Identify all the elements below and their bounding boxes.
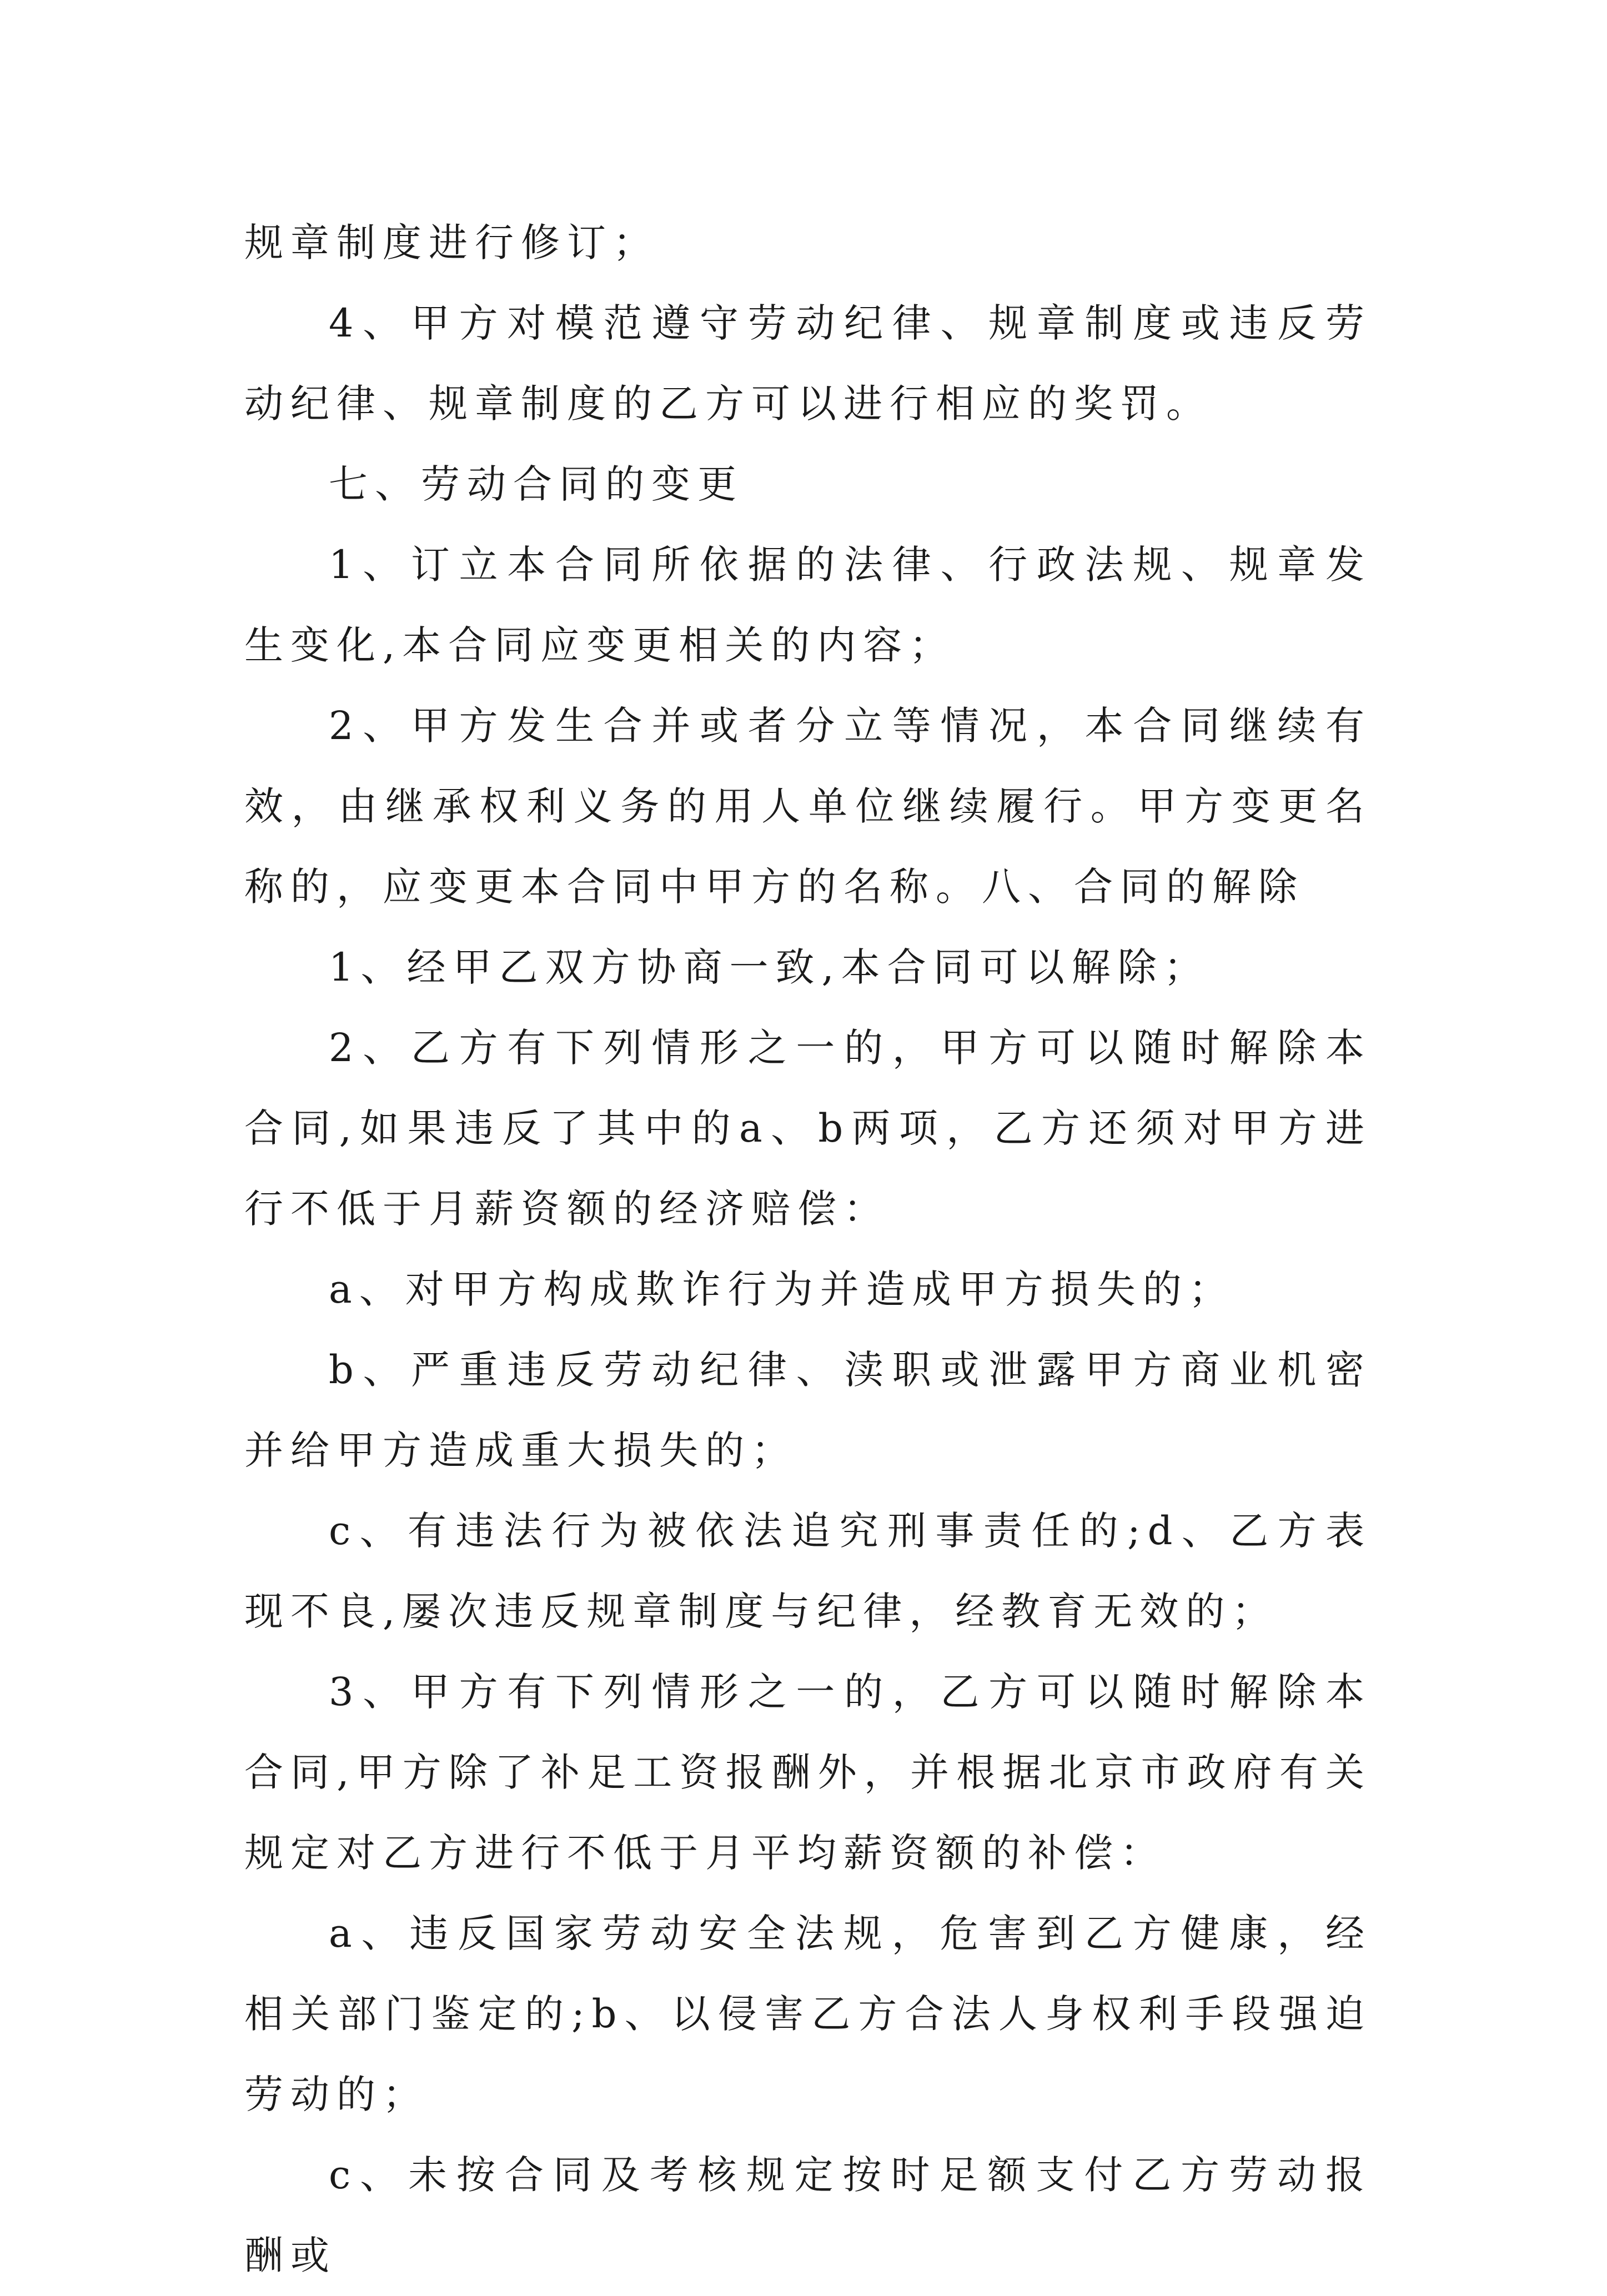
paragraph-termination-item-3a-3b: a、违反国家劳动安全法规，危害到乙方健康，经相关部门鉴定的;b、以侵害乙方合法人身权利手段强迫劳动的； <box>244 1911 1372 2117</box>
paragraph-rules-revision: 规章制度进行修订； <box>244 220 659 265</box>
paragraph-change-item-1: 1、订立本合同所依据的法律、行政法规、规章发生变化,本合同应变更相关的内容； <box>244 542 1372 668</box>
paragraph-termination-item-2c-2d: c、有违法行为被依法追究刑事责任的;d、乙方表现不良,屡次违反规章制度与纪律，经教育无效的； <box>244 1508 1372 1634</box>
section-heading-contract-change: 七、劳动合同的变更 <box>329 461 744 507</box>
paragraph-change-item-2: 2、甲方发生合并或者分立等情况，本合同继续有效，由继承权利义务的用人单位继续履行。甲方变更名称的，应变更本合同中甲方的名称。八、合同的解除 <box>244 703 1372 910</box>
paragraph-termination-item-1: 1、经甲乙双方协商一致,本合同可以解除； <box>329 944 1210 990</box>
document-body <box>244 203 1372 2296</box>
paragraph-termination-item-2b: b、严重违反劳动纪律、渎职或泄露甲方商业机密并给甲方造成重大损失的； <box>244 1347 1372 1473</box>
paragraph-termination-item-3c: c、未按合同及考核规定按时足额支付乙方劳动报酬或 <box>244 2152 1372 2278</box>
paragraph-termination-item-2a: a、对甲方构成欺诈行为并造成甲方损失的； <box>329 1267 1235 1312</box>
paragraph-termination-item-2: 2、乙方有下列情形之一的，甲方可以随时解除本合同,如果违反了其中的a、b两项，乙方还须对甲方进行不低于月薪资额的经济赔偿： <box>244 1025 1372 1232</box>
paragraph-reward-penalty: 4、甲方对模范遵守劳动纪律、规章制度或违反劳动纪律、规章制度的乙方可以进行相应的奖罚。 <box>244 300 1372 426</box>
paragraph-termination-item-3: 3、甲方有下列情形之一的，乙方可以随时解除本合同,甲方除了补足工资报酬外，并根据北京市政府有关规定对乙方进行不低于月平均薪资额的补偿： <box>244 1669 1372 1876</box>
